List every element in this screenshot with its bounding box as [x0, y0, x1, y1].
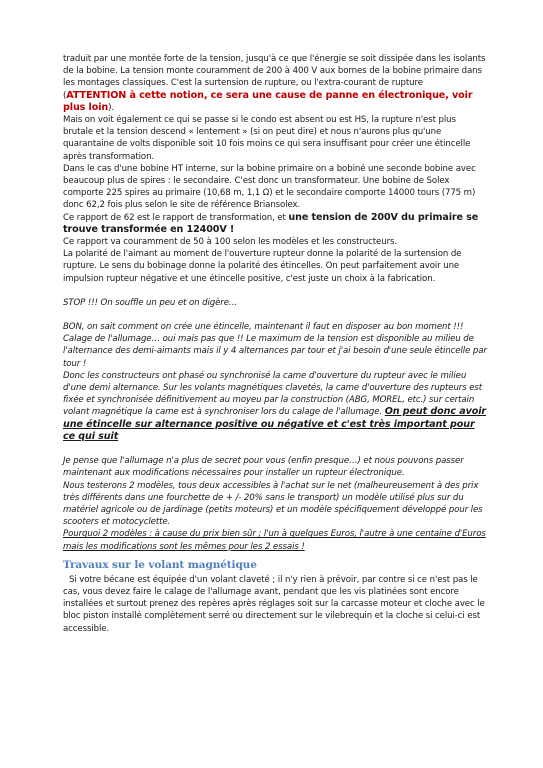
paragraph-bobine-ht: Dans le cas d'une bobine HT interne, sur la bobine primaire on a bobiné une seconde bobine avec beaucoup plus de spires : le secondaire. C'est donc un transformateur. Une bobine de Solex comporte 225 spires au primaire (10,68 m, 1,1 Ω) et le secondaire comporte 14000 tours (775 m) donc 62,2 fois plus selon le site de référence Briansolex.: [63, 163, 476, 211]
paragraph-polarite: La polarité de l'aimant au moment de l'ouverture rupteur donne la polarité de la surtension de rupture. Le sens du bobinage donne la polarité des étincelles. On peut parfaitement avoir une impulsion rupteur négative et une étincelle positive, c'est juste un choix à la fabrication.: [63, 249, 462, 284]
paragraph-calage: BON, on sait comment on crée une étincelle, maintenant il faut en disposer au bon moment !!! Calage de l'allumage… oui mais pas que !! Le maximum de la tension est disponible au milieu de l'alternance des demi-aimants mais il y 4 alternances par tour et j'ai besoin d'une seule étincelle par tour !: [63, 322, 487, 369]
emphasis-alternance: On peut donc avoir une étincelle sur alternance positive ou négative et c'est très important pour ce qui suit: [63, 406, 487, 442]
text-run: ).: [108, 102, 115, 113]
text-run: traduit par une montée forte de la tension, jusqu'à ce que l'énergie se soit dissipée dans les isolants de la bobine. La tension monte couramment de 200 à 400 V aux bornes de la bobine primaire dans les montages classiques. C'est la surtension de rupture, ou l'extra-courant de rupture (: [63, 54, 486, 101]
paragraph-pourquoi: Pourquoi 2 modèles : à cause du prix bien sûr ; l'un à quelques Euros, l'autre à une centaine d'Euros mais les modifications sont les mêmes pour les 2 essais !: [63, 529, 486, 552]
paragraph-constructeurs: [63, 370, 487, 443]
stop-note: STOP !!! On souffle un peu et on digère…: [63, 297, 238, 308]
paragraph-volant: Si votre bécane est équipée d'un volant claveté ; il n'y rien à prévoir, par contre si ce n'est pas le cas, vous devez faire le calage de l'allumage avant, pendant que les vis platinées sont encore installées et surtout prenez des repères après réglages soit sur la carcasse moteur et cloche avec le bloc piston installé complètement serré ou directement sur le vilebrequin et la cloche si celui-ci est accessible.: [63, 574, 485, 634]
paragraph-rupteur-electronique: Je pense que l'allumage n'a plus de secret pour vous (enfin presque…) et nous pouvons passer maintenant aux modifications nécessaires pour installer un rupteur électronique.: [63, 456, 464, 479]
paragraph-rapport: [63, 212, 487, 236]
attention-note: ATTENTION à cette notion, ce sera une cause de panne en électronique, voir plus loin: [63, 89, 473, 113]
text-run: Donc les constructeurs ont phasé ou synchronisé la came d'ouverture du rupteur avec le milieu d'une demi alternance. Sur les volants magnétiques clavetés, la came d'ouverture des rupteurs est fixée et synchronisée définitivement au moyeu par la construction (ABG, MOREL, etc.) sur certain volant magnétique la came est à synchroniser lors du calage de l'allumage.: [63, 370, 483, 418]
document-body: [63, 53, 487, 635]
section-heading: Travaux sur le volant magnétique: [63, 558, 257, 571]
text-run: Ce rapport de 62 est le rapport de transformation, et: [63, 212, 289, 223]
paragraph-condo: Mais on voit également ce qui se passe si le condo est absent ou est HS, la rupture n'est plus brutale et la tension descend « lentement » (si on peut dire) et nous n'aurons plus qu'une quarantaine de volts disponible soit 10 fois moins ce qui sera insuffisant pour créer une étincelle après transformation.: [63, 115, 471, 162]
paragraph-rapport-range: Ce rapport va couramment de 50 à 100 selon les modèles et les constructeurs.: [63, 237, 398, 248]
paragraph-modeles: Nous testerons 2 modèles, tous deux accessibles à l'achat sur le net (malheureusement à des prix très différents dans une fourchette de + /- 20% sans le transport) un modèle utilisé plus sur du matériel agricole ou de jardinage (petits moteurs) et un modèle spécifiquement développé pour les scooters et motocyclette.: [63, 480, 483, 528]
emphasis-tension: une tension de 200V du primaire se trouve transformée en 12400V !: [63, 211, 479, 235]
paragraph-surtension: [63, 53, 487, 114]
